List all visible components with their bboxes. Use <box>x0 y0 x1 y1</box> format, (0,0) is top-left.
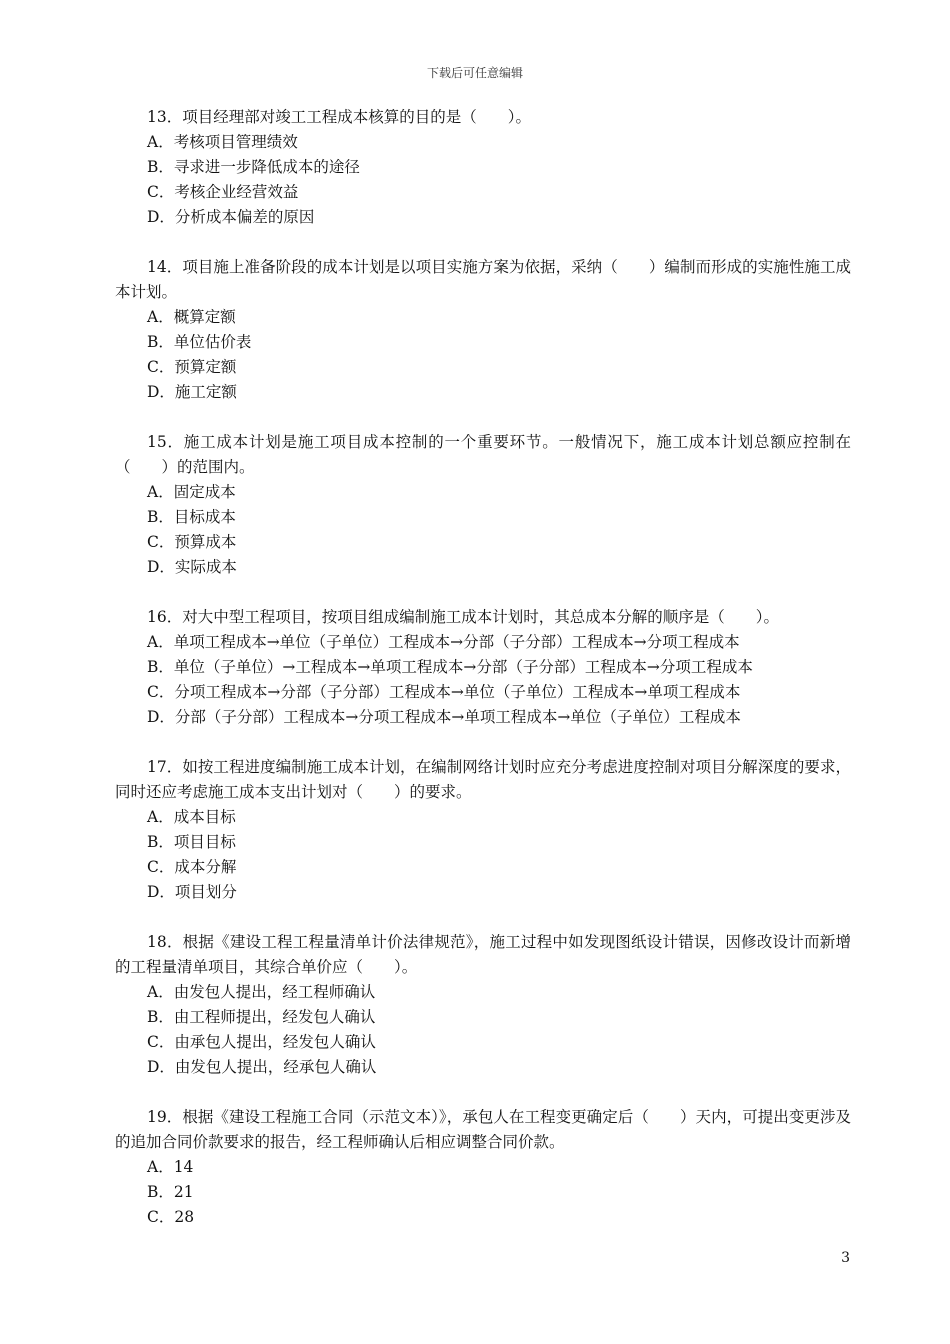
option-b: B．单位（子单位）→工程成本→单项工程成本→分部（子分部）工程成本→分项工程成本 <box>147 658 753 676</box>
option-c: C．由承包人提出，经发包人确认 <box>147 1033 376 1051</box>
question-18 <box>115 930 851 1080</box>
option-a: A．单项工程成本→单位（子单位）工程成本→分部（子分部）工程成本→分项工程成本 <box>147 633 740 651</box>
question-15 <box>115 430 851 580</box>
option-b: B．单位估价表 <box>147 333 252 351</box>
option-d: D．分析成本偏差的原因 <box>147 208 315 226</box>
question-19 <box>115 1105 851 1230</box>
option-c: C．预算成本 <box>147 533 237 551</box>
option-b: B．目标成本 <box>147 508 236 526</box>
option-b: B．项目目标 <box>147 833 236 851</box>
option-d: D．实际成本 <box>147 558 237 576</box>
page-number: 3 <box>841 1250 850 1266</box>
option-c: C．预算定额 <box>147 358 237 376</box>
option-c: C．28 <box>147 1208 195 1226</box>
option-d: D．分部（子分部）工程成本→分项工程成本→单项工程成本→单位（子单位）工程成本 <box>147 708 741 726</box>
option-c: C．考核企业经营效益 <box>147 183 299 201</box>
option-a: A．固定成本 <box>147 483 236 501</box>
option-a: A．14 <box>147 1158 194 1176</box>
question-stem: 14．项目施上准备阶段的成本计划是以项目实施方案为依据，采纳（ ）编制而形成的实施性施工成本计划。 <box>115 258 851 301</box>
page-header: 下载后可任意编辑 <box>426 66 523 80</box>
question-list <box>115 105 851 1255</box>
question-stem: 17．如按工程进度编制施工成本计划，在编制网络计划时应充分考虑进度控制对项目分解深度的要求，同时还应考虑施工成本支出计划对（ ）的要求。 <box>115 758 851 801</box>
question-13 <box>115 105 851 230</box>
option-a: A．由发包人提出，经工程师确认 <box>147 983 376 1001</box>
option-b: B．21 <box>147 1183 194 1201</box>
option-d: D．项目划分 <box>147 883 237 901</box>
question-16 <box>115 605 851 730</box>
question-stem: 13．项目经理部对竣工工程成本核算的目的是（ ）。 <box>147 108 531 126</box>
option-a: A．成本目标 <box>147 808 236 826</box>
option-d: D．由发包人提出，经承包人确认 <box>147 1058 377 1076</box>
question-stem: 18．根据《建设工程工程量清单计价法律规范》，施工过程中如发现图纸设计错误，因修改设计而新增的工程量清单项目，其综合单价应（ ）。 <box>115 933 851 976</box>
question-17 <box>115 755 851 905</box>
option-c: C．分项工程成本→分部（子分部）工程成本→单位（子单位）工程成本→单项工程成本 <box>147 683 741 701</box>
option-b: B．寻求进一步降低成本的途径 <box>147 158 360 176</box>
question-stem: 19．根据《建设工程施工合同（示范文本）》，承包人在工程变更确定后（ ）天内，可提出变更涉及的追加合同价款要求的报告，经工程师确认后相应调整合同价款。 <box>115 1108 851 1151</box>
question-14 <box>115 255 851 405</box>
option-d: D．施工定额 <box>147 383 237 401</box>
option-b: B．由工程师提出，经发包人确认 <box>147 1008 376 1026</box>
question-stem: 15．施工成本计划是施工项目成本控制的一个重要环节。一般情况下，施工成本计划总额应控制在（ ）的范围内。 <box>115 433 851 476</box>
option-a: A．概算定额 <box>147 308 236 326</box>
option-c: C．成本分解 <box>147 858 237 876</box>
option-a: A．考核项目管理绩效 <box>147 133 298 151</box>
question-stem: 16．对大中型工程项目，按项目组成编制施工成本计划时，其总成本分解的顺序是（ ）。 <box>147 608 779 626</box>
